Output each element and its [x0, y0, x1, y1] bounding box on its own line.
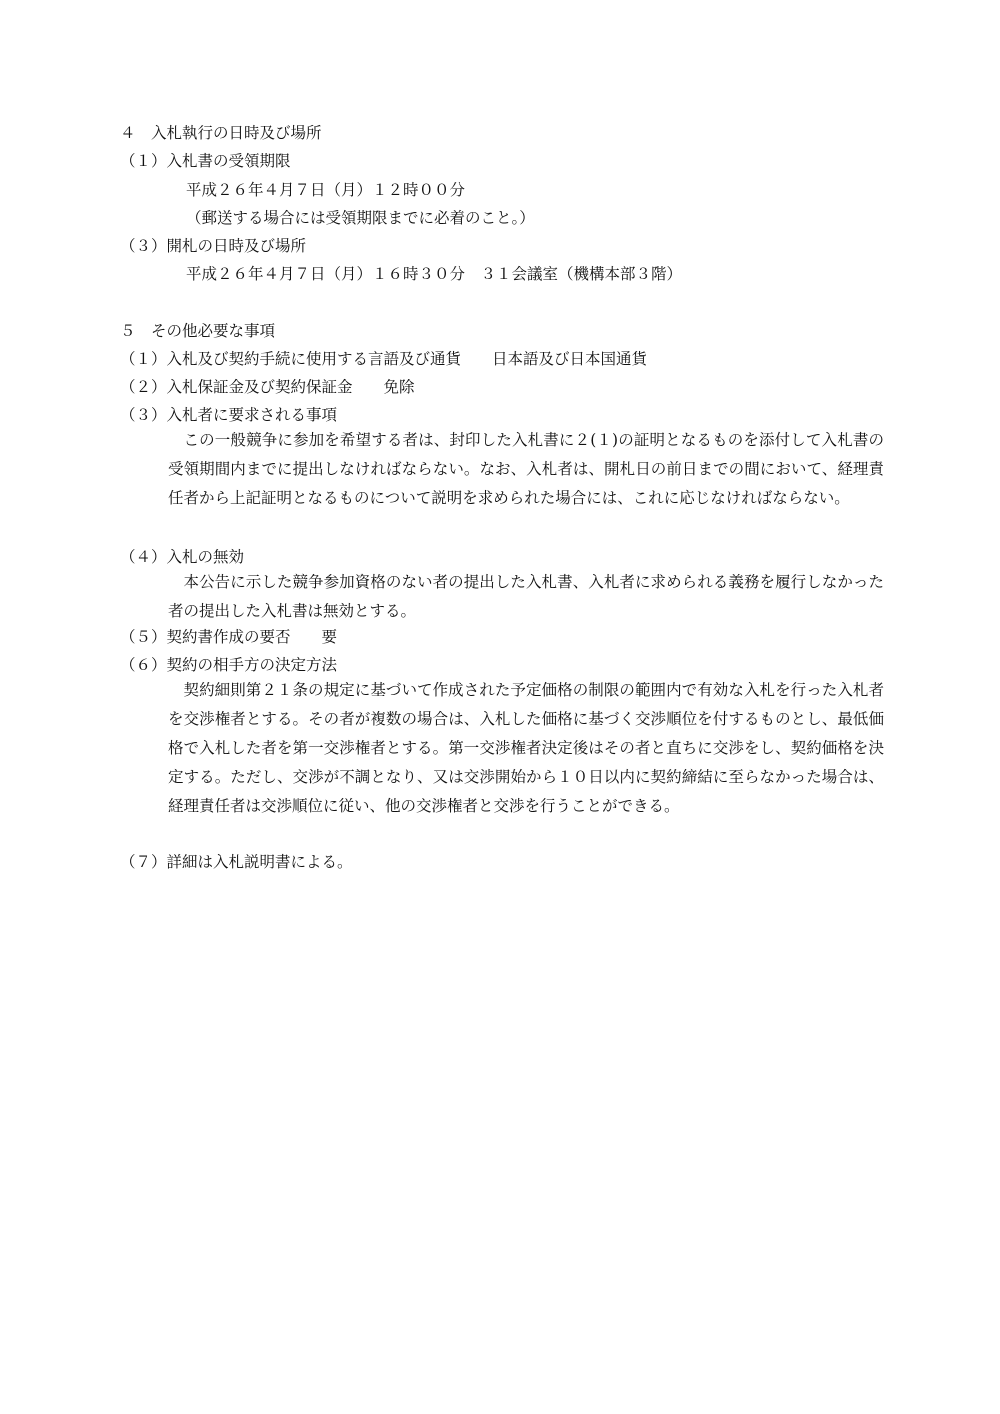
- mail-delivery-note: （郵送する場合には受領期限までに必着のこと。）: [186, 209, 535, 227]
- section-5-item-4-text: 本公告に示した競争参加資格のない者の提出した入札書、入札者に求められる義務を履行しなかった者の提出した入札書は無効とする。: [168, 573, 884, 620]
- section-5-item-3-label: （３）入札者に要求される事項: [120, 406, 338, 424]
- section-5-item-2: （２）入札保証金及び契約保証金 免除: [120, 378, 415, 396]
- section-4-item-3-label: （３）開札の日時及び場所: [120, 237, 307, 255]
- section-5-item-7: （７）詳細は入札説明書による。: [120, 853, 353, 871]
- bid-opening-datetime-place: 平成２６年４月７日（月）１６時３０分 ３１会議室（機構本部３階）: [186, 265, 683, 283]
- section-5-item-5: （５）契約書作成の要否 要: [120, 628, 338, 646]
- section-4-item-1-label: （１）入札書の受領期限: [120, 152, 291, 170]
- section-5-item-1: （１）入札及び契約手続に使用する言語及び通貨 日本語及び日本国通貨: [120, 350, 648, 368]
- section-5-heading: ５ その他必要な事項: [120, 322, 276, 340]
- section-5-item-3-text: この一般競争に参加を希望する者は、封印した入札書に２(１)の証明となるものを添付して入札書の受領期間内までに提出しなければならない。なお、入札者は、開札日の前日までの間において、経理責任者から上記証明となるものについて説明を求められた場合には、これに応じなければならない。: [168, 431, 884, 507]
- section-5-item-6-text: 契約細則第２１条の規定に基づいて作成された予定価格の制限の範囲内で有効な入札を行った入札者を交渉権者とする。その者が複数の場合は、入札した価格に基づく交渉順位を付するものとし、最低価格で入札した者を第一交渉権者とする。第一交渉権者決定後はその者と直ちに交渉をし、契約価格を決定する。ただし、交渉が不調となり、又は交渉開始から１０日以内に契約締結に至らなかった場合は、経理責任者は交渉順位に従い、他の交渉権者と交渉を行うことができる。: [168, 681, 884, 815]
- section-5-item-4-label: （４）入札の無効: [120, 548, 245, 566]
- bid-deadline-datetime: 平成２６年４月７日（月）１２時００分: [186, 181, 466, 199]
- section-4-heading: ４ 入札執行の日時及び場所: [120, 124, 322, 142]
- section-5-item-6-label: （６）契約の相手方の決定方法: [120, 656, 338, 674]
